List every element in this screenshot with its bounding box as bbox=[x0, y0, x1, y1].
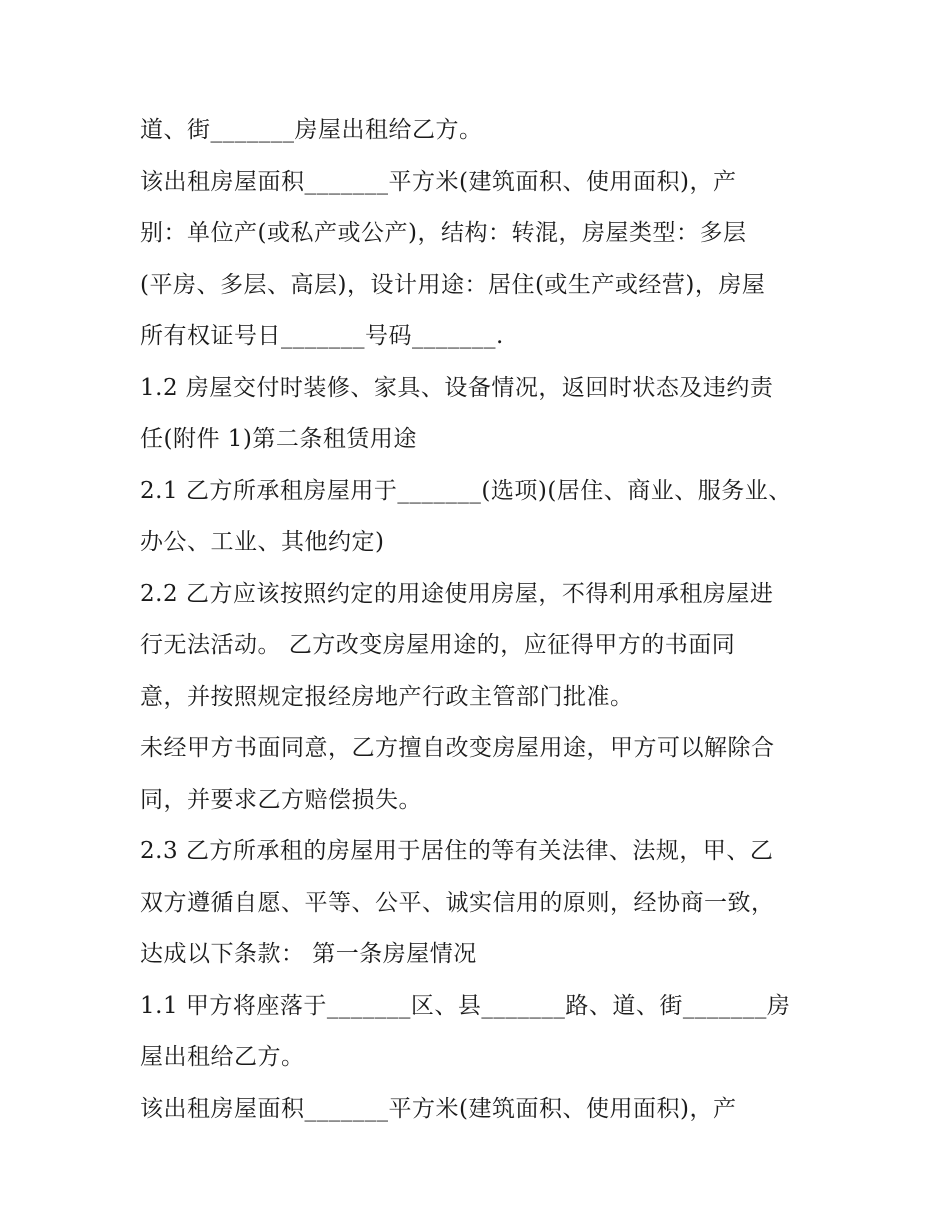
text-line: 所有权证号日_______号码_______. bbox=[140, 323, 504, 349]
text-line: 达成以下条款： 第一条房屋情况 bbox=[140, 941, 477, 967]
text-line: 行无法活动。 乙方改变房屋用途的，应征得甲方的书面同 bbox=[140, 632, 736, 658]
text-line: 1.2 房屋交付时装修、家具、设备情况，返回时状态及违约责 bbox=[140, 374, 774, 401]
text-line: 别：单位产(或私产或公产)，结构：转混，房屋类型：多层 bbox=[140, 220, 747, 246]
text-line: 意，并按照规定报经房地产行政主管部门批准。 bbox=[140, 683, 634, 710]
text-line: 同，并要求乙方赔偿损失。 bbox=[140, 786, 422, 813]
text-line: 1.1 甲方将座落于_______区、县_______路、道、街_______房 bbox=[140, 992, 791, 1019]
text-line: 2.2 乙方应该按照约定的用途使用房屋，不得利用承租房屋进 bbox=[140, 580, 774, 607]
text-line: 2.3 乙方所承租的房屋用于居住的等有关法律、法规，甲、乙 bbox=[140, 838, 774, 864]
text-line: (平房、多层、高层)，设计用途：居住(或生产或经营)，房屋 bbox=[140, 271, 766, 298]
text-line: 办公、工业、其他约定) bbox=[140, 529, 385, 555]
text-line: 道、街_______房屋出租给乙方。 bbox=[140, 117, 483, 143]
text-line: 该出租房屋面积_______平方米(建筑面积、使用面积)，产 bbox=[140, 168, 737, 195]
text-line: 未经甲方书面同意，乙方擅自改变房屋用途，甲方可以解除合 bbox=[140, 735, 775, 761]
text-line: 任(附件 1)第二条租赁用途 bbox=[140, 426, 417, 452]
contract-text bbox=[140, 108, 830, 1138]
text-line: 双方遵循自愿、平等、公平、诚实信用的原则，经协商一致， bbox=[140, 889, 775, 916]
text-line: 2.1 乙方所承租房屋用于_______(选项)(居住、商业、服务业、 bbox=[140, 477, 792, 504]
text-line: 该出租房屋面积_______平方米(建筑面积、使用面积)，产 bbox=[140, 1095, 737, 1122]
text-line: 屋出租给乙方。 bbox=[140, 1044, 305, 1070]
